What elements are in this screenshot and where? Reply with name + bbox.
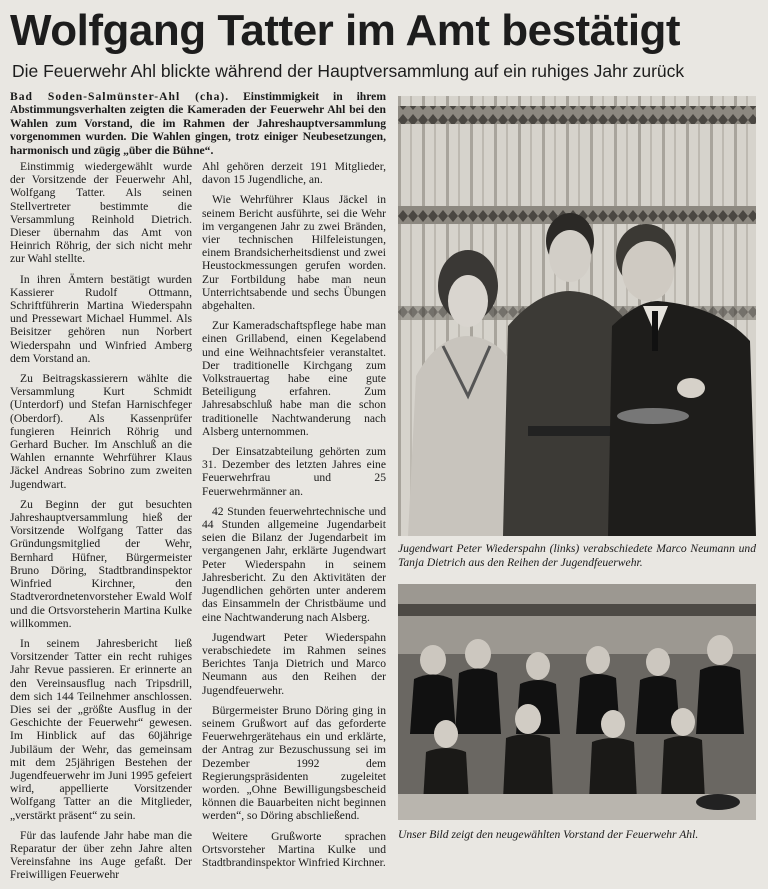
article-dateline: Bad Soden-Salmünster-Ahl (cha).	[10, 90, 230, 103]
body-column-2	[202, 160, 386, 876]
paragraph: Jugendwart Peter Wiederspahn verabschiedete im Rahmen seines Berichtes Tanja Dietrich und Marco Neumann aus den Reihen der Jugendfeuerwehr.	[202, 630, 386, 697]
paragraph: Ahl gehören derzeit 191 Mitglieder, davon 15 Jugendliche, an.	[202, 160, 386, 187]
lead-text: Einstimmigkeit in ihrem Abstimmungsverhalten zeigten die Kameraden der Feuerwehr Ahl bei den Wahlen zum Vorstand, die im Rahmen der Jahreshauptversammlung vorgenommen wurden. Die Wahlen gingen, trotz einiger Neubesetzungen, harmonisch und zügig „über die Bühne“.	[10, 90, 386, 157]
article-headline: Wolfgang Tatter im Amt bestätigt	[10, 6, 681, 55]
paragraph: Weitere Grußworte sprachen Ortsvorsteher Martina Kulke und Stadtbrandinspektor Winfried Kirchner.	[202, 829, 386, 869]
paragraph: Zu Beginn der gut besuchten Jahreshauptversammlung hieß der Vorsitzende Wolfgang Tatter das Gründungsmitglied der Wehr, Bernhard Hüfner, Bürgermeister Bruno Döring, Stadtbrandinspektor Winfried Kirchner, den Stadtverordnetenvorsteher Ewald Wolf und die Ortsvorsteherin Martina Kulke willkommen.	[10, 497, 192, 630]
photo-youth-farewell	[398, 96, 756, 536]
article-subheadline: Die Feuerwehr Ahl blickte während der Hauptversammlung auf ein ruhiges Jahr zurück	[12, 61, 685, 81]
paragraph: In ihren Ämtern bestätigt wurden Kassierer Rudolf Ottmann, Schriftführerin Martina Wiederspahn und Pressewart Michael Hummel. Als Beisitzer gehören nun Norbert Wiederspahn und Winfried Amberg dem Vorstand an.	[10, 272, 192, 365]
body-column-1	[10, 160, 192, 889]
photo-caption-2: Unser Bild zeigt den neugewählten Vorstand der Feuerwehr Ahl.	[398, 828, 699, 841]
paragraph: Einstimmig wiedergewählt wurde der Vorsitzende der Feuerwehr Ahl, Wolfgang Tatter. Als seinen Stellvertreter bestimmte die Versammlung Reinhold Dietrich. Dieser übernahm das Amt von Heinrich Röhrig, der sich nicht mehr zur Wahl stellte.	[10, 160, 192, 266]
paragraph: Zur Kameradschaftspflege habe man einen Grillabend, einen Kegelabend und eine Weihnachtsfeier veranstaltet. Der traditionelle Kirchgang zum Volkstrauertag habe eine gute Beteiligung erfahren. Zum Jahresabschluß habe man die schon traditionelle Nachtwanderung nach Alsberg unternommen.	[202, 319, 386, 438]
paragraph: Der Einsatzabteilung gehörten zum 31. Dezember des letzten Jahres eine Feuerwehrfrau und 25 Feuerwehrmänner an.	[202, 445, 386, 498]
photo-board-group	[398, 584, 756, 820]
paragraph: 42 Stunden feuerwehrtechnische und 44 Stunden allgemeine Jugendarbeit seien die Bilanz der Jugendarbeit im vergangenen Jahr, erklärte Jugendwart Peter Wiederspahn in seinem Jahresbericht. Zu den Aktivitäten der Jugendlichen gehörten unter anderem das Einsammeln der Christbäume und eine Nachtwanderung nach Alsberg.	[202, 504, 386, 624]
paragraph: Zu Beitragskassierern wählte die Versammlung Kurt Schmidt (Unterdorf) und Stefan Harnischfeger (Oberdorf). Als Kassenprüfer fungieren Heinrich Röhrig und Gerhard Bucher. Im Anschluß an die Wahlen ernannte Wehrführer Klaus Jäckel Andreas Sobrino zum zweiten Jugendwart.	[10, 372, 192, 491]
article-lead	[10, 90, 386, 157]
paragraph: Bürgermeister Bruno Döring ging in seinem Grußwort auf das geforderte Feuerwehrgerätehaus ein und erklärte, der Antrag zur Bezuschussung sei im Dezember 1992 dem Regierungspräsidenten zugeleitet worden. „Ohne Bewilligungsbescheid können die Bauarbeiten nicht beginnen werden“, so Döring abschließend.	[202, 703, 386, 823]
paragraph: In seinem Jahresbericht ließ Vorsitzender Tatter ein recht ruhiges Jahr Revue passieren. Er erinnerte an den Vereinsausflug nach Tripsdrill, dem sich 144 Teilnehmer anschlossen. Dies sei der „größte Ausflug in der Geschichte der Feuerwehr“ gewesen. Im Hinblick auf das 60jährige Jubiläum der Wehr, das gemeinsam mit dem 25jährigen Bestehen der Jugendfeuerwehr im Juni 1995 gefeiert wird, appellierte Vorsitzender Wolfgang Tatter an die Mitglieder, „verstärkt präsent“ zu sein.	[10, 636, 192, 822]
paragraph: Für das laufende Jahr habe man die Reparatur der über zehn Jahre alten Vereinsfahne ins Auge gefaßt. Der Freiwilligen Feuerwehr	[10, 828, 192, 882]
photo-caption-1: Jugendwart Peter Wiederspahn (links) verabschiedete Marco Neumann und Tanja Dietrich aus den Reihen der Jugendfeuerwehr.	[398, 542, 756, 569]
paragraph: Wie Wehrführer Klaus Jäckel in seinem Bericht ausführte, sei die Wehr im vergangenen Jahr zu zwei Bränden, vier technischen Hilfeleistungen, einem Brandsicherheitsdienst und zwei Heustockmessungen gerufen worden. Zur Fortbildung habe man neun Unterrichtsabende und sechs Übungen abgehalten.	[202, 193, 386, 313]
